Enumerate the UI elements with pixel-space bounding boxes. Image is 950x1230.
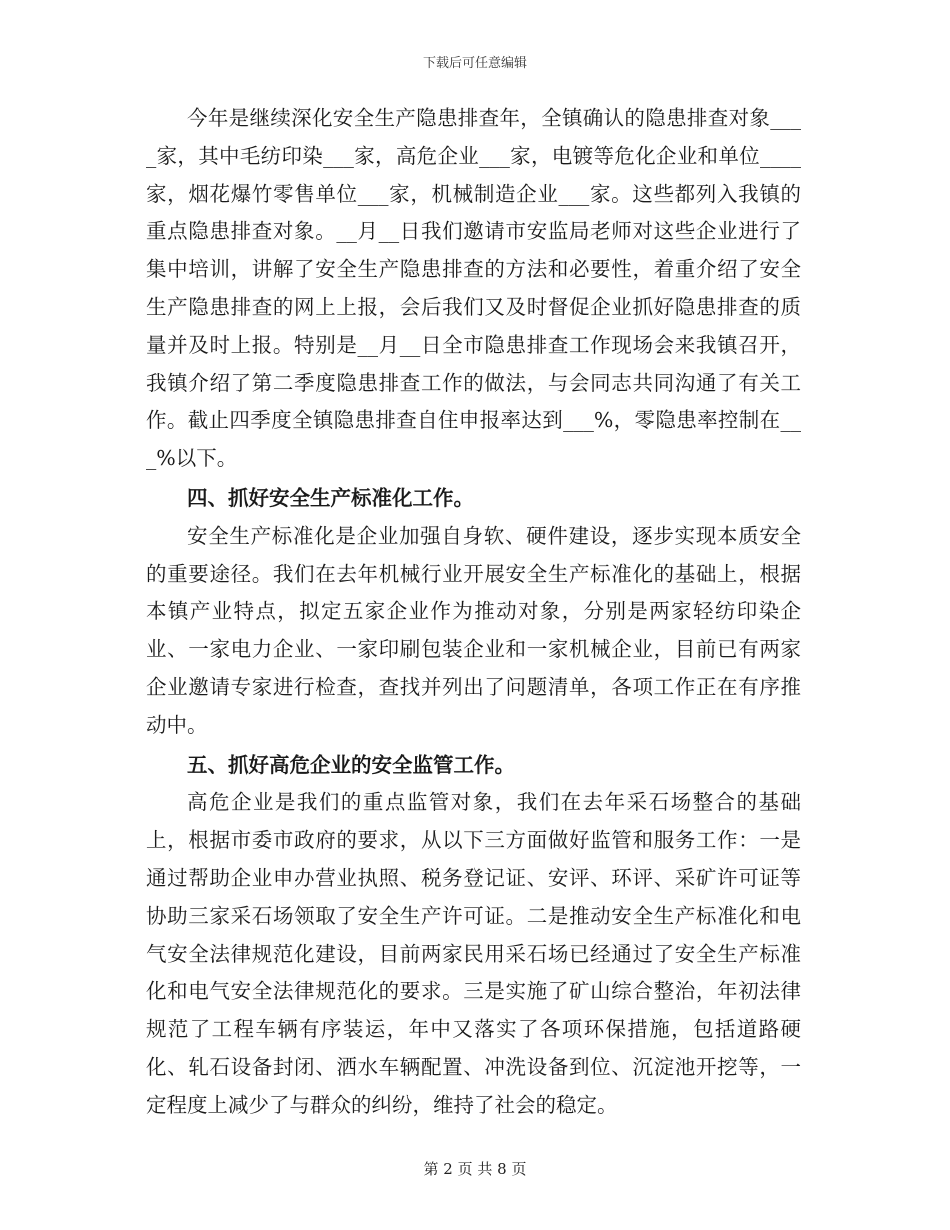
paragraph-high-risk-supervision: 高危企业是我们的重点监管对象，我们在去年采石场整合的基础上，根据市委市政府的要求，从以下三方面做好监管和服务工作：一是通过帮助企业申办营业执照、税务登记证、安评、环评、采矿许可证等协助三家采石场领取了安全生产许可证。二是推动安全生产标准化和电气安全法律规范化建设，目前两家民用采石场已经通过了安全生产标准化和电气安全法律规范化的要求。三是实施了矿山综合整治，年初法律规范了工程车辆有序装运，年中又落实了各项环保措施，包括道路硬化、轧石设备封闭、洒水车辆配置、冲洗设备到位、沉淀池开挖等，一定程度上减少了与群众的纠纷，维持了社会的稳定。 xyxy=(146,790,801,1117)
section-heading-4: 四、抓好安全生产标准化工作。 xyxy=(187,485,474,510)
page-header-note: 下载后可任意编辑 xyxy=(422,56,527,71)
section-heading-5: 五、抓好高危企业的安全监管工作。 xyxy=(187,752,515,777)
paragraph-hazard-inspection: 今年是继续深化安全生产隐患排查年，全镇确认的隐患排查对象____家，其中毛纺印染___家，高危企业___家，电镀等危化企业和单位____家，烟花爆竹零售单位___家，机械制造企业___家。这些都列入我镇的重点隐患排查对象。__月__日我们邀请市安监局老师对这些企业进行了集中培训，讲解了安全生产隐患排查的方法和必要性，着重介绍了安全生产隐患排查的网上上报，会后我们又及时督促企业抓好隐患排查的质量并及时上报。特别是__月__日全市隐患排查工作现场会来我镇召开，我镇介绍了第二季度隐患排查工作的做法，与会同志共同沟通了有关工作。截止四季度全镇隐患排查自住申报率达到___%，零隐患率控制在___%以下。 xyxy=(146,106,801,471)
document-body xyxy=(146,100,801,1125)
page-number-footer: 第 2 页 共 8 页 xyxy=(423,1160,527,1178)
paragraph-standardization: 安全生产标准化是企业加强自身软、硬件建设，逐步实现本质安全的重要途径。我们在去年机械行业开展安全生产标准化的基础上，根据本镇产业特点，拟定五家企业作为推动对象，分别是两家轻纺印染企业、一家电力企业、一家印刷包装企业和一家机械企业，目前已有两家企业邀请专家进行检查，查找并列出了问题清单，各项工作正在有序推动中。 xyxy=(146,523,801,737)
